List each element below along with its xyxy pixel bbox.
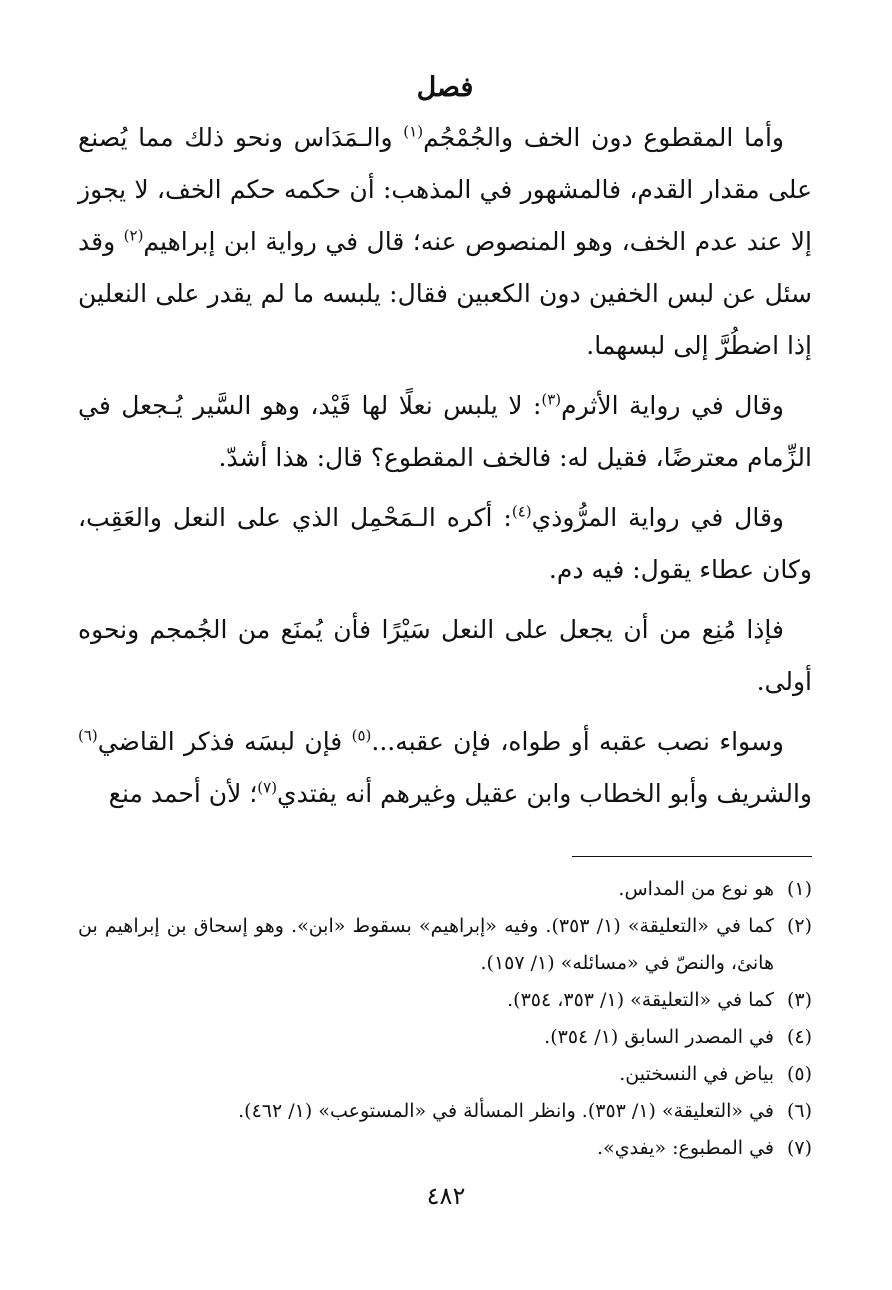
footnote-marker: (١) [403, 122, 424, 141]
footnote-number: (٢) [786, 915, 812, 937]
paragraph-text: فإذا مُنِع من أن يجعل على النعل سَيْرًا فأن يُمنَع من الجُمجم ونحوه أولى. [78, 615, 812, 696]
page-number: ٤٨٢ [426, 1182, 466, 1210]
footnote-marker: (٦) [78, 726, 98, 745]
footnote-number: (٥) [786, 1063, 812, 1085]
footnote-text: في «التعليقة» (١/ ٣٥٣). وانظر المسألة في «المستوعب» (١/ ٤٦٢). [238, 1100, 774, 1122]
paragraph-text: : أكره الـمَحْمِل الذي على النعل والعَقِب، وكان عطاء يقول: فيه دم. [78, 503, 812, 584]
footnote-number: (٤) [786, 1026, 812, 1048]
footnote-item [78, 1056, 812, 1093]
footnote-number: (٧) [786, 1137, 812, 1159]
paragraph [78, 604, 812, 708]
footnote-text: كما في «التعليقة» (١/ ٣٥٣، ٣٥٤). [507, 989, 774, 1011]
paragraph-text: وأما المقطوع دون الخف والجُمْجُم [423, 123, 784, 152]
footnote-item [78, 1019, 812, 1056]
paragraph [78, 112, 812, 372]
main-text [78, 112, 812, 820]
book-page [78, 60, 812, 1230]
footnote-item [78, 1130, 812, 1167]
footnote-number: (١) [786, 878, 812, 900]
paragraph [78, 380, 812, 484]
paragraph-text: وقد سئل عن لبس الخفين دون الكعبين فقال: يلبسه ما لم يقدر على النعلين إذا اضطُرَّ إلى لبسهما. [78, 227, 812, 360]
footnote-marker: (٢) [123, 226, 144, 245]
footnote-item [78, 908, 812, 982]
footnote-marker: (٥) [351, 726, 372, 745]
footnote-text: في المطبوع: «يفدي». [597, 1137, 774, 1159]
footnote-text: كما في «التعليقة» (١/ ٣٥٣). وفيه «إبراهيم» بسقوط «ابن». وهو إسحاق بن إبراهيم بن هانئ، والنصّ في «مسائله» (١/ ١٥٧). [78, 915, 774, 974]
footnote-text: بياض في النسختين. [619, 1063, 774, 1085]
footnote-marker: (٧) [257, 778, 278, 797]
section-title: فصل [416, 72, 474, 103]
paragraph-text: : لا يلبس نعلًا لها قَيْد، وهو السَّير يُـجعل في الزِّمام معترضًا، فقيل له: فالخف المقطوع؟ قال: هذا أشدّ. [78, 391, 812, 472]
footnote-separator [572, 856, 812, 857]
footnote-text: هو نوع من المداس. [618, 878, 774, 900]
footnote-marker: (٣) [541, 390, 562, 409]
paragraph-text: وقال في رواية الأثرم [561, 391, 784, 420]
footnote-item [78, 982, 812, 1019]
paragraph [78, 716, 812, 820]
footnote-item [78, 1093, 812, 1130]
paragraph-text: والشريف وأبو الخطاب وابن عقيل وغيرهم أنه يفتدي [277, 779, 812, 808]
paragraph [78, 492, 812, 596]
paragraph-text: وسواء نصب عقبه أو طواه، فإن عقبه... [371, 727, 784, 756]
footnote-marker: (٤) [511, 502, 532, 521]
paragraph-text: فإن لبسَه فذكر القاضي [97, 727, 352, 756]
footnote-item [78, 871, 812, 908]
paragraph-text: وقال في رواية المرُّوذي [531, 503, 784, 532]
footnote-text: في المصدر السابق (١/ ٣٥٤). [544, 1026, 774, 1048]
footnotes [78, 871, 812, 1167]
paragraph-text: والـمَدَاس ونحو ذلك مما يُصنع على مقدار القدم، فالمشهور في المذهب: أن حكمه حكم الخف، لا يجوز إلا عند عدم الخف، وهو المنصوص عنه؛ قال في رواية ابن إبراهيم [78, 123, 812, 256]
footnote-number: (٦) [786, 1100, 812, 1122]
paragraph-text: ؛ لأن أحمد منع [108, 779, 258, 808]
footnote-number: (٣) [786, 989, 812, 1011]
